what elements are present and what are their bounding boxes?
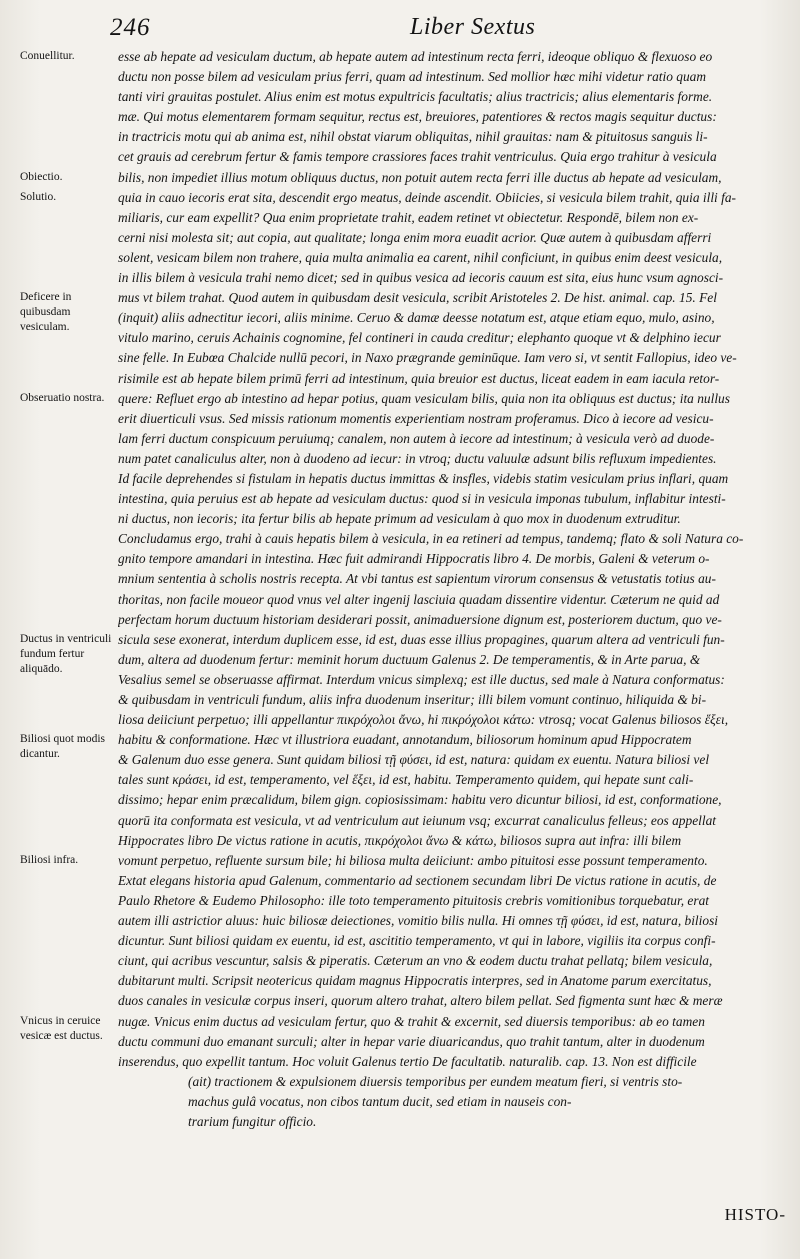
margin-note: Conuellitur. — [20, 50, 75, 62]
text-line: vomunt perpetuo, refluente sursum bile; hi biliosa multa deiiciunt: ambo pituitosi esse possunt temperamento. — [118, 852, 708, 868]
text-line: liosa deiiciunt perpetuo; illi appellantur πικρόχολοι ἄνω, hi πικρόχολοι κάτω: vtrosq; vocat Galenus biliosos ἕξει, — [118, 712, 729, 728]
text-line: lam ferri ductum conspicuum peruiumq; canalem, non autem à iecore ad intestinum; à vesicula verò ad duode- — [118, 430, 715, 446]
text-line: num patet canaliculus alter, non à duodeno ad iecur: in vtroq; ductu valuulæ adsunt bilis refluxum impedientes. — [118, 450, 717, 466]
text-line: ductu non posse bilem ad vesiculam prius ferri, quam ad intestinum. Sed mollior hæc mihi videtur ratio quam — [118, 69, 707, 85]
running-title: Liber Sextus — [410, 14, 536, 40]
text-line: esse ab hepate ad vesiculam ductum, ab hepate autem ad intestinum recta ferri, ideoque obliquo & flexuoso eo — [118, 49, 713, 64]
text-line: risimile est ab hepate bilem primū ferri ad intestinum, quia breuior est ductus, liceat eadem in eam iacula retor- — [118, 370, 720, 386]
text-line: miliaris, cur eam expellit? Qua enim proprietate trahit, eadem retinet vt obiectetur. Respondē, bilem non ex- — [118, 209, 699, 225]
text-line: cet grauis ad cerebrum fertur & famis tempore crassiores faces trahit ventriculus. Quia ergo trahitur à vesicula — [118, 149, 717, 165]
margin-note: Solutio. — [20, 190, 57, 203]
margin-note: Biliosi infra. — [20, 854, 79, 866]
text-line: in illis bilem à vesicula trahi nemo dicet; sed in quibus vesica ad iecoris cauum est sita, eius hunc vsum agnosci- — [118, 270, 724, 286]
text-line: vitulo marino, ceruis Achainis cognomine, fel contineri in cauda creditur; elephanto quoque vt & delphino iecur — [118, 330, 721, 346]
text-line: trarium fungitur officio. — [188, 1113, 317, 1129]
text-line: Paulo Rhetore & Eudemo Philosopho: ille toto temperamento pituitosis crebris vomitionibus torquebatur, erat — [118, 892, 709, 908]
text-line: quia in cauo iecoris erat sita, descendit ergo meatus, deinde ascendit. Obiicies, si vesicula bilem trahit, quia illi fa- — [118, 189, 736, 205]
text-line: intestina, quia peruius est ab hepate ad vesiculam ductus: quod si in vesicula imponas tubulum, inflabitur intesti- — [118, 491, 726, 507]
text-line: bilis, non impediet illius motum obliquus ductus, non potuit autem recta ferri ille ductus ab hepate ad vesiculam, — [118, 169, 722, 185]
margin-note: Deficere in quibusdam vesiculam. — [20, 291, 72, 334]
text-line: Vesalius semel se obseruasse affirmat. Interdum vnicus simplexq; est ille ductus, sed male à Natura conformatus: — [118, 671, 725, 687]
text-line: autem illi astrictior aluus: huic biliosæ deiectiones, vomitio bilis nulla. Hi omnes τῇ φύσει, id est, natura, biliosi — [118, 913, 719, 929]
text-line: habitu & conformatione. Hæc vt illustriora euadant, annotandum, biliosorum hominum apud Hippocratem — [118, 732, 692, 748]
text-line: ciunt, qui acribus vescuntur, salsis & piperatis. Cæterum an vno & eodem ductu trahat pellatq; bilem vesicula, — [118, 953, 713, 969]
margin-note: Vnicus in ceruice vesicæ est ductus. — [20, 1014, 103, 1042]
text-line: dubitarunt multi. Scripsit neotericus quidam magnus Hippocratis interpres, sed in Anatome parum exercitatus, — [118, 973, 712, 989]
catchword: HISTO- — [724, 1205, 786, 1224]
margin-notes — [20, 0, 120, 1259]
text-line: & quibusdam in ventriculi fundum, aliis infra duodenum inseritur; illi bilem vomunt continuo, hiliquida & bi- — [118, 692, 707, 707]
text-line: sine felle. In Eubœa Chalcide nullū pecori, in Naxo prægrande geminūque. Iam vero si, vt sentit Fallopius, ideo ve- — [118, 350, 737, 366]
text-line: dissimo; hepar enim præcalidum, bilem gign. copiosissimam: habitu vero dicuntur biliosi, id est, conformatione, — [118, 792, 722, 808]
page-header — [110, 14, 770, 44]
margin-note: Obseruatio nostra. — [20, 391, 105, 404]
text-line: tanti viri grauitas postulet. Alius enim est motus expultricis facultatis; alius tractricis; alius elementaris forme. — [118, 89, 713, 105]
text-line: sicula sese exonerat, interdum duplicem esse, id est, duas esse illius propagines, quarum altera ad ventriculi fun- — [118, 631, 725, 647]
body-text — [118, 47, 768, 1132]
text-line: quorū ita conformata est vesicula, vt ad ventriculum aut ieiunum vsq; excurrat canaliculus felleus; eos appellat — [118, 812, 717, 828]
text-line: tales sunt κράσει, id est, temperamento, vel ἕξει, id est, habitu. Temperamento quidem, qui hepate sunt cali- — [118, 772, 694, 788]
text-line: (ait) tractionem & expulsionem diuersis temporibus per eundem meatum fieri, si ventris sto- — [188, 1073, 683, 1089]
page-number: 246 — [110, 14, 151, 41]
text-line: machus gulâ vocatus, non cibos tantum ducit, sed etiam in nauseis con- — [188, 1093, 572, 1109]
margin-note: Biliosi quot modis dicantur. — [20, 733, 105, 761]
text-line: inserendus, quo expellit tantum. Hoc voluit Galenus tertio De facultatib. naturalib. cap. 13. Non est difficile — [118, 1053, 697, 1069]
margin-note: Obiectio. — [20, 170, 63, 183]
text-line: mæ. Qui motus elementarem formam sequitur, rectus est, breuiores, patentiores & rectos magis sequitur ductus: — [118, 109, 717, 125]
text-line: thoritas, non facile moueor quod vnus vel alter ingenij lasciuia quadam dissentire videntur. Cæterum ne quid ad — [118, 591, 720, 607]
text-line: Id facile deprehendes si fistulam in hepatis ductus immittas & insfles, videbis statim vesiculam prius inflari, quam — [118, 470, 729, 486]
text-line: (inquit) aliis adnectitur iecori, aliis minime. Ceruo & damæ deesse notatum est, atque etiam equo, mulo, asino, — [118, 310, 715, 326]
text-line: Concludamus ergo, trahi à cauis hepatis bilem à vesicula, in ea retineri ad tempus, tandemq; flato & soli Natura co- — [118, 531, 744, 547]
margin-note: Ductus in ventriculi fundum fertur aliquādo. — [20, 632, 112, 675]
text-line: mus vt bilem trahat. Quod autem in quibusdam desit vesicula, scribit Aristoteles 2. De hist. animal. cap. 15. Fel — [118, 290, 717, 306]
text-line: dum, altera ad duodenum fertur: meminit horum ductuum Galenus 2. De temperamentis, & in Arte parua, & — [118, 651, 701, 667]
text-line: ni ductus, non iecoris; ita fertur bilis ab hepate primum ad vesiculam à quo mox in duodenum extruditur. — [118, 511, 681, 527]
text-line: cerni nisi molesta sit; aut copia, aut qualitate; longa enim mora euadit acrior. Quæ autem à quibusdam afferri — [118, 229, 712, 245]
text-line: Extat elegans historia apud Galenum, commentario ad sectionem secundam libri De victus ratione in acutis, de — [118, 872, 717, 888]
text-line: mnium sententia à scholis nostris recepta. At vbi tantus est sapientum virorum consensus & vetustatis totius au- — [118, 571, 716, 587]
text-line: quere: Refluet ergo ab intestino ad hepar potius, quam vesiculam bilis, quia non ita obliquus est ductus; ita nullus — [118, 390, 730, 406]
text-line: gnito tempore amandari in intestina. Hæc fuit admirandi Hippocratis libro 4. De morbis, Galeni & veterum o- — [118, 551, 710, 567]
text-line: & Galenum duo esse genera. Sunt quidam biliosi τῇ φύσει, id est, natura: quidam ex euentu. Natura biliosi vel — [118, 752, 710, 768]
text-line: nugæ. Vnicus enim ductus ad vesiculam fertur, quo & trahit & excernit, sed diuersis temporibus: ab eo tamen — [118, 1013, 705, 1029]
text-line: dicuntur. Sunt biliosi quidam ex euentu, id est, ascititio temperamento, vt qui in labore, vigiliis ita corpus confi- — [118, 933, 716, 949]
text-line: Hippocrates libro De victus ratione in acutis, πικρόχολοι ἄνω & κάτω, biliosos supra aut infra: illi bilem — [118, 832, 682, 848]
text-line: perfectam horum ductuum historiam desiderari possit, animaduersione dignum est, posteriorem ductum, quo ve- — [118, 611, 722, 627]
text-line: duos canales in vesiculæ corpus inseri, quorum altero trahat, altero bilem pellat. Sed figmenta sunt hæc & meræ — [118, 993, 723, 1009]
text-line: erit diuerticuli vsus. Sed missis rationum momentis experientiam nostram proferamus. Dico à iecore ad vesicu- — [118, 410, 714, 426]
text-line: ductu communi duo emanant surculi; alter in hepar varie diuaricandus, quo trahit tantum, alter in duodenum — [118, 1033, 705, 1049]
text-line: in tractricis motu qui ab anima est, nihil obstat viarum obliquitas, nihil grauitas: nam & pituitosus sanguis li- — [118, 129, 708, 145]
text-line: solent, vesicam bilem non trahere, quia multa animalia ea carent, nihil conficiunt, in quibus enim deest vesicula, — [118, 249, 723, 265]
